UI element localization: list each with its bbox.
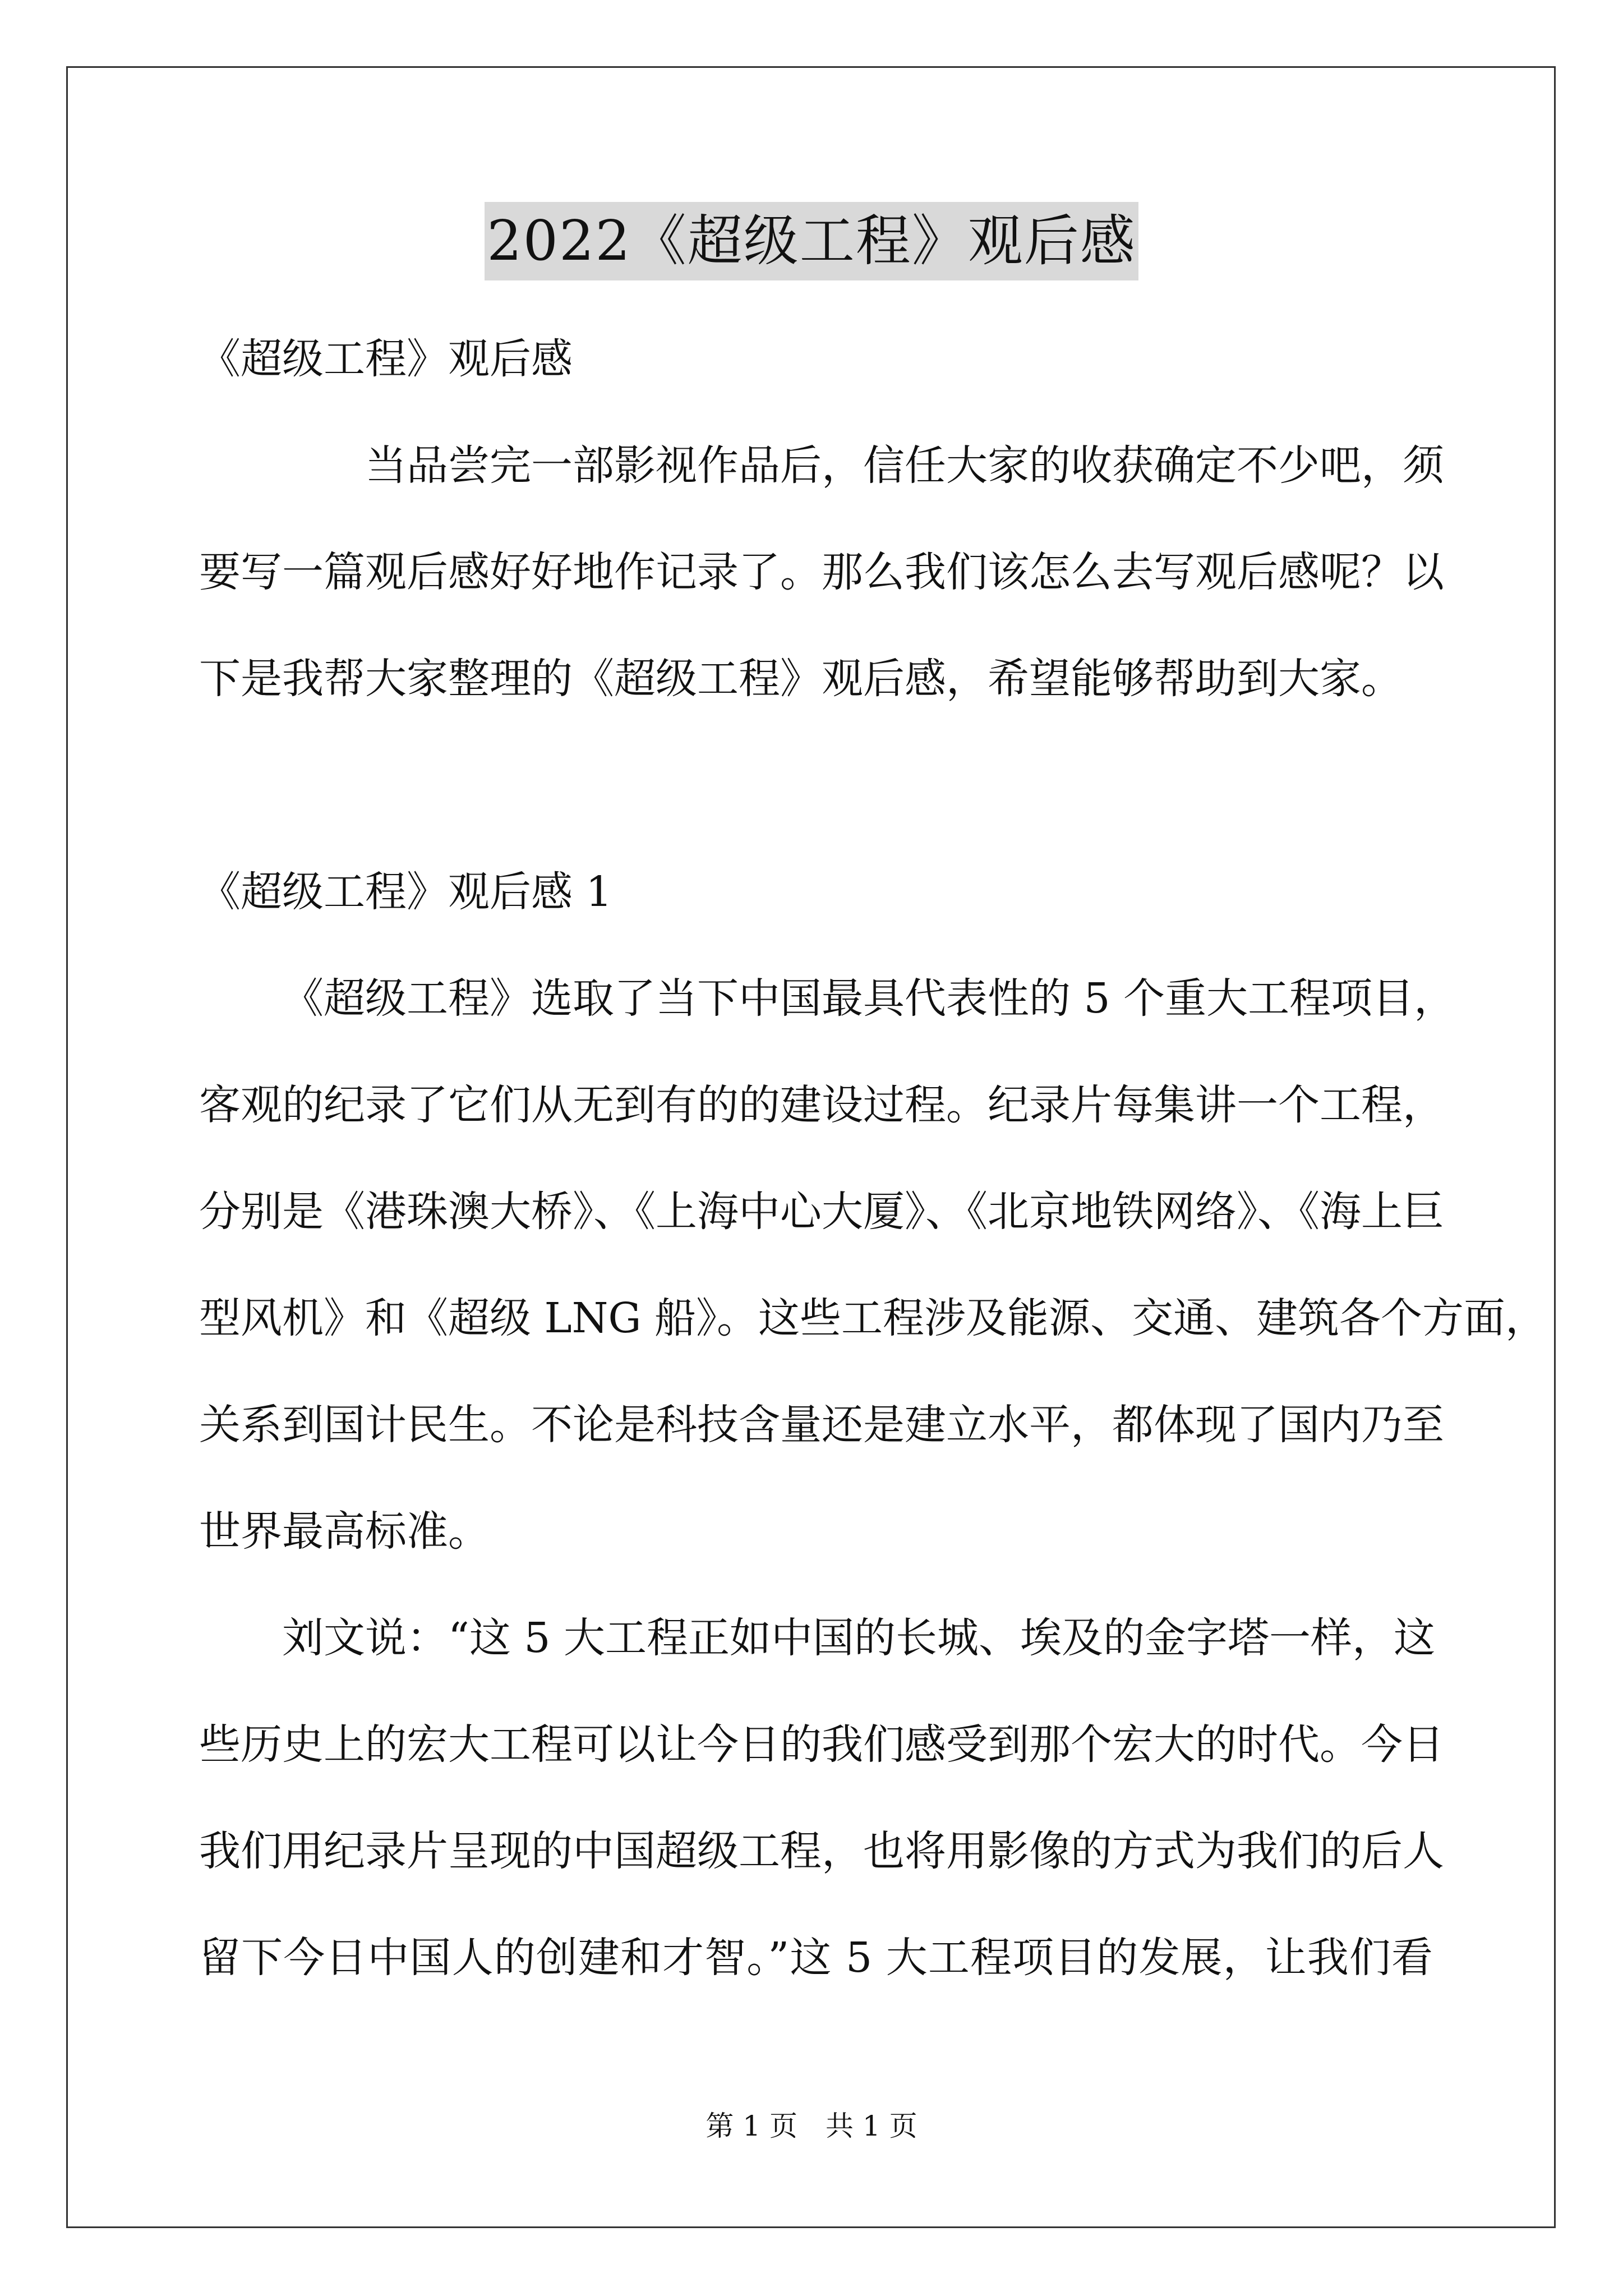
para1-line-5: 关系到国计民生。不论是科技含量还是建立水平，都体现了国内乃至: [199, 1401, 1444, 1449]
title-container: [0, 202, 1623, 280]
para1-line-2: 客观的纪录了它们从无到有的的建设过程。纪录片每集讲一个工程，: [199, 1081, 1444, 1129]
para1-line-4: 型风机》和《超级 LNG 船》。这些工程涉及能源、交通、建筑各个方面，: [199, 1294, 1547, 1342]
para2-line-4: 留下今日中国人的创建和才智。”这 5 大工程项目的发展，让我们看: [199, 1934, 1433, 1982]
para1-line-3: 分别是《港珠澳大桥》、《上海中心大厦》、《北京地铁网络》、《海上巨: [199, 1188, 1444, 1236]
spacer: [199, 732, 1433, 839]
para2-line-1: 刘文说：“这 5 大工程正如中国的长城、埃及的金字塔一样，这: [282, 1614, 1435, 1662]
para2-line-2: 些历史上的宏大工程可以让今日的我们感受到那个宏大的时代。今日: [199, 1720, 1444, 1769]
intro-line-3: 下是我帮大家整理的《超级工程》观后感，希望能够帮助到大家。: [199, 655, 1403, 703]
section-heading: 《超级工程》观后感 1: [199, 868, 612, 916]
page-footer: 第 1 页 共 1 页: [706, 2110, 917, 2142]
para1-line-1: 《超级工程》选取了当下中国最具代表性的 5 个重大工程项目，: [282, 974, 1456, 1023]
intro-line-2: 要写一篇观后感好好地作记录了。那么我们该怎么去写观后感呢？以: [199, 548, 1444, 596]
document-body: [199, 306, 1547, 2011]
para1-line-6: 世界最高标准。: [199, 1507, 490, 1556]
para2-line-3: 我们用纪录片呈现的中国超级工程，也将用影像的方式为我们的后人: [199, 1827, 1444, 1875]
subtitle: 《超级工程》观后感: [199, 335, 573, 383]
document-title: 2022《超级工程》观后感: [485, 202, 1138, 280]
intro-line-1: 当品尝完一部影视作品后，信任大家的收获确定不少吧，须: [365, 441, 1444, 490]
